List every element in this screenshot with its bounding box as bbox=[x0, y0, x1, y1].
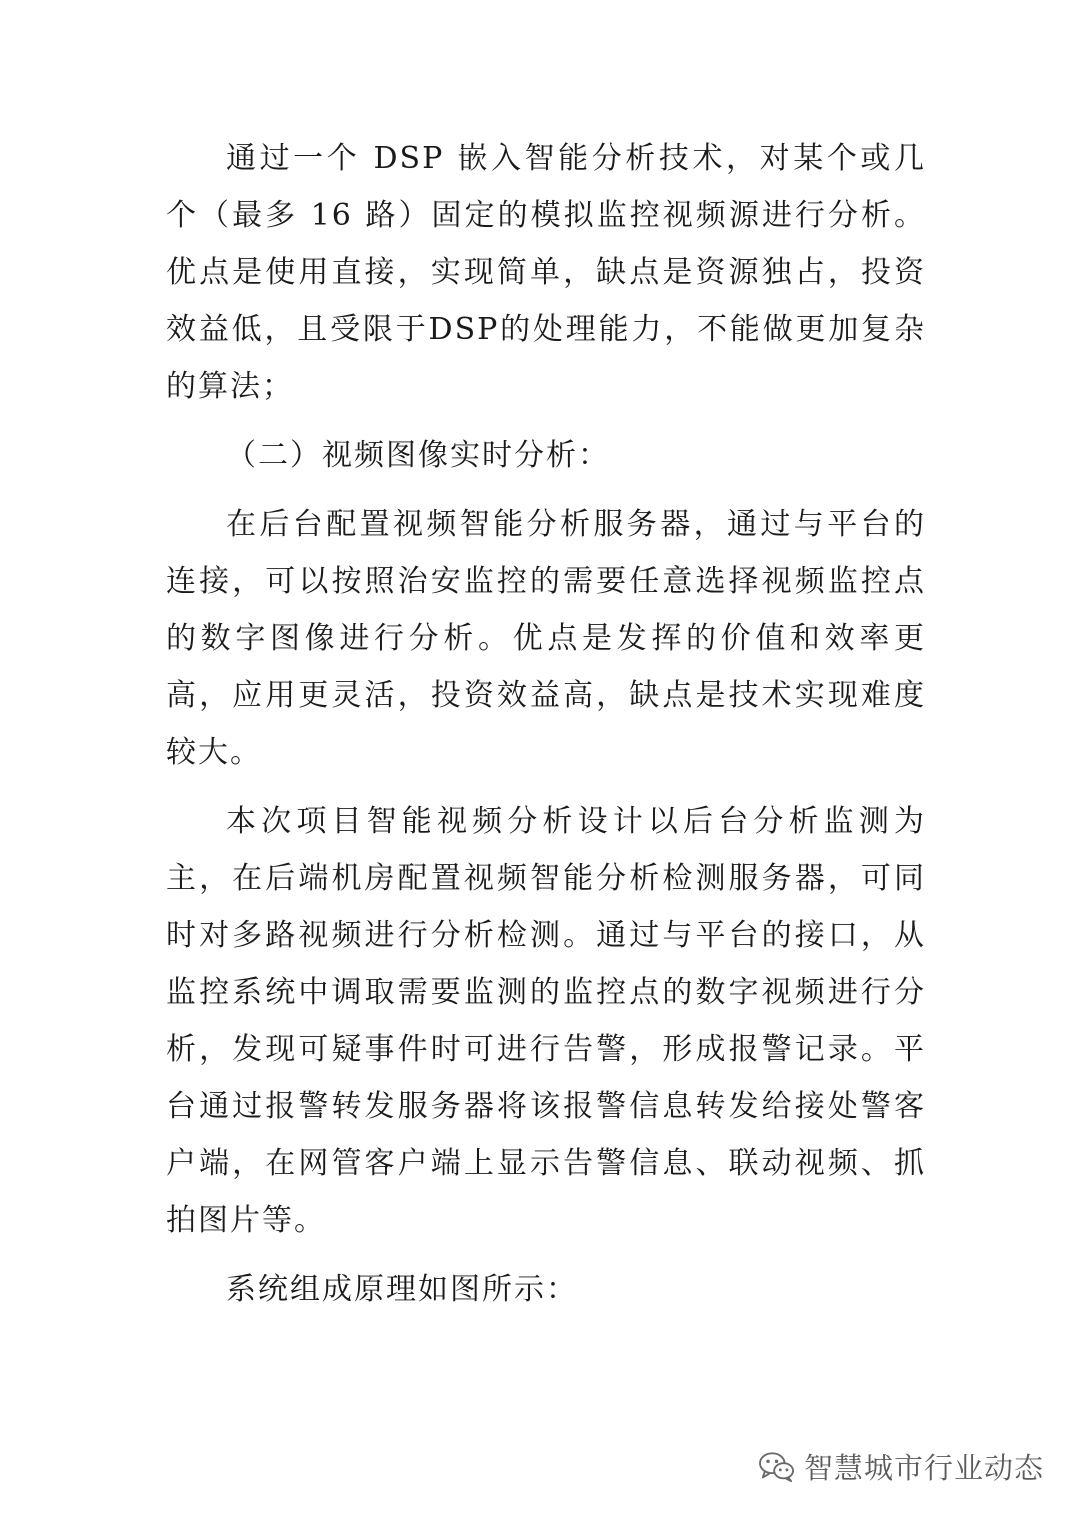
paragraph-gap bbox=[166, 781, 926, 793]
body-text bbox=[166, 130, 926, 1318]
wechat-icon bbox=[758, 1450, 796, 1484]
paragraph-gap bbox=[166, 484, 926, 496]
paragraph-gap bbox=[166, 1249, 926, 1261]
paragraph-system-diagram-intro: 系统组成原理如图所示： bbox=[226, 1272, 578, 1307]
watermark-text: 智慧城市行业动态 bbox=[803, 1451, 1044, 1485]
paragraph-project-design: 本次项目智能视频分析设计以后台分析监测为主，在后端机房配置视频智能分析检测服务器，可同时对多路视频进行分析检测。通过与平台的接口，从监控系统中调取需要监测的监控点的数字视频进行分析，发现可疑事件时可进行告警，形成报警记录。平台通过报警转发服务器将该报警信息转发给接处警客户端，在网管客户端上显示告警信息、联动视频、抓拍图片等。 bbox=[166, 804, 926, 1238]
section-heading-realtime-analysis: （二）视频图像实时分析： bbox=[226, 438, 610, 473]
paragraph-gap bbox=[166, 415, 926, 427]
watermark bbox=[758, 1446, 1044, 1487]
paragraph-dsp-embedded: 通过一个 DSP 嵌入智能分析技术，对某个或几个（最多 16 路）固定的模拟监控视频源进行分析。优点是使用直接，实现简单，缺点是资源独占，投资效益低，且受限于DSP的处理能力，不能做更加复杂的算法； bbox=[166, 141, 926, 404]
paragraph-backend-server: 在后台配置视频智能分析服务器，通过与平台的连接，可以按照治安监控的需要任意选择视频监控点的数字图像进行分析。优点是发挥的价值和效率更高，应用更灵活，投资效益高，缺点是技术实现难度较大。 bbox=[166, 507, 926, 770]
